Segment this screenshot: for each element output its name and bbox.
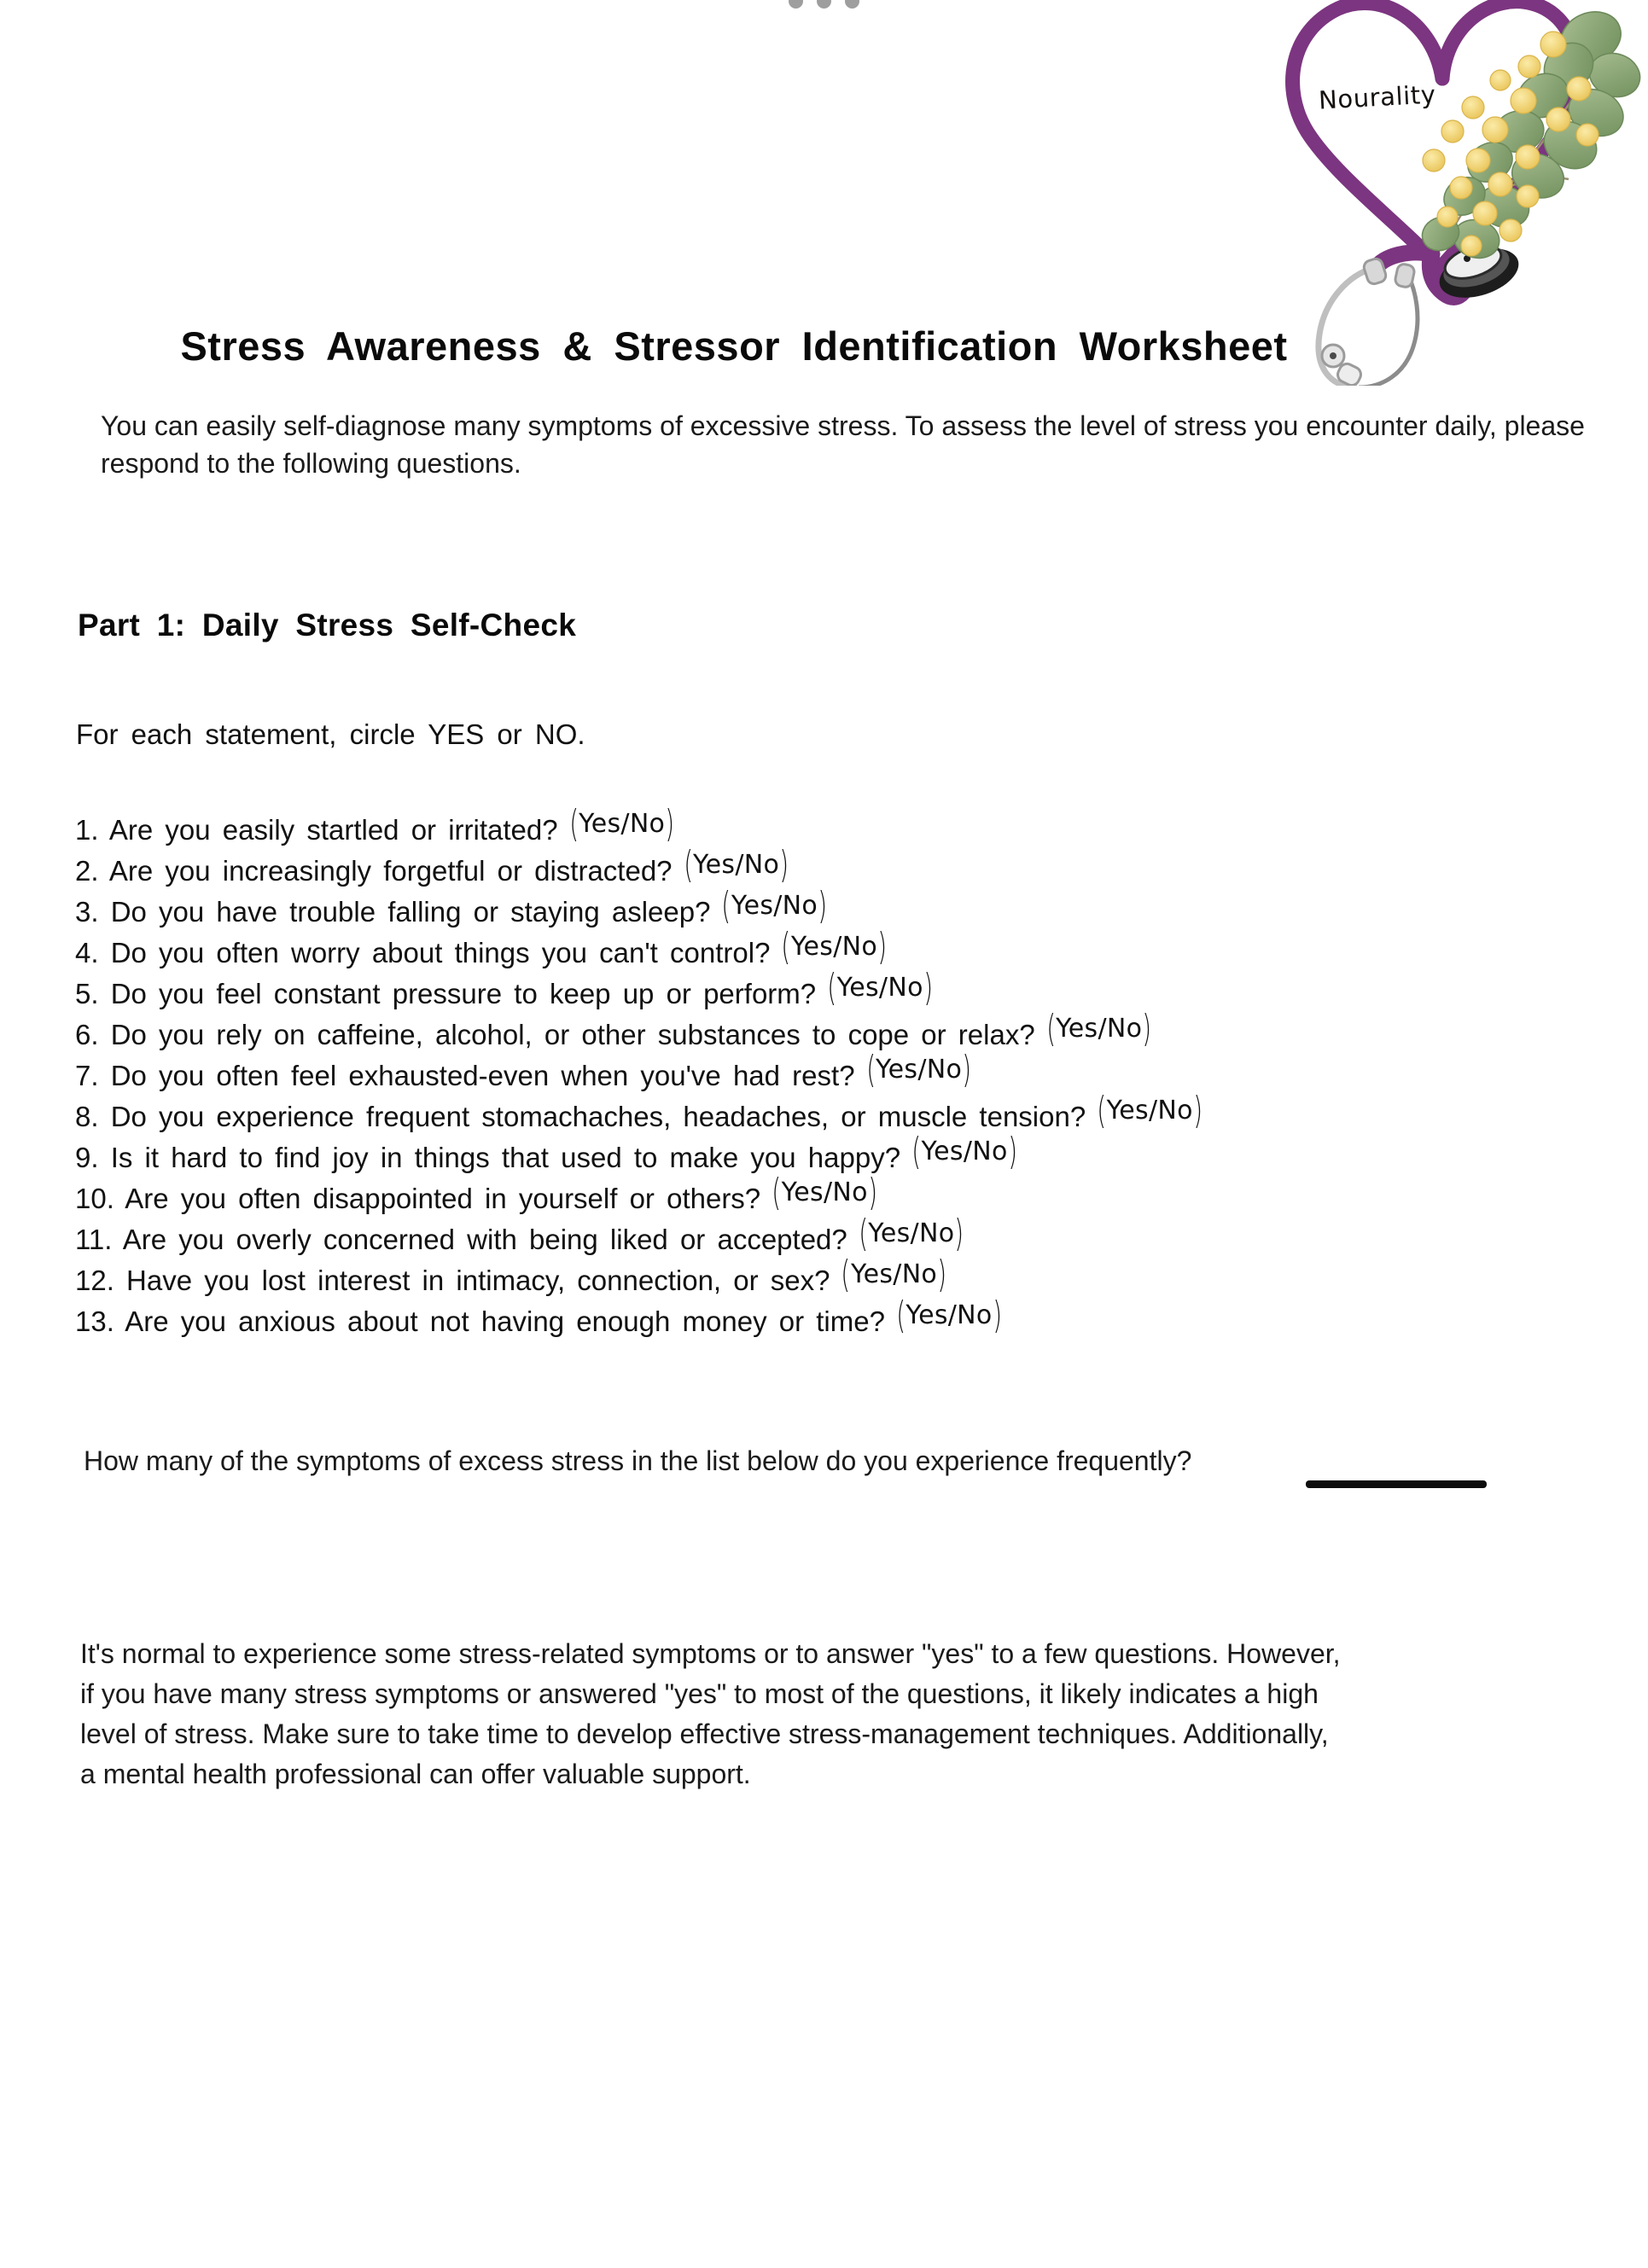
yes-no-option[interactable] <box>856 1209 967 1254</box>
yes-no-option[interactable] <box>681 840 792 886</box>
dot-3 <box>845 0 859 9</box>
question-row <box>75 1048 1611 1094</box>
paren-open: ( <box>1046 1007 1056 1050</box>
paren-open: ( <box>827 966 837 1009</box>
question-text: Do you have trouble falling or staying asleep? <box>98 896 711 928</box>
question-text: Do you often worry about things you can't control? <box>98 937 771 968</box>
question-text: Are you increasingly forgetful or distracted? <box>98 855 673 887</box>
closing-line: if you have many stress symptoms or answered "yes" to most of the questions, it likely indicates a high <box>80 1678 1319 1709</box>
question-text: Do you feel constant pressure to keep up or perform? <box>98 978 817 1009</box>
yes-no-label[interactable]: Yes/No <box>868 1218 955 1248</box>
question-number: 3. <box>75 896 99 928</box>
paren-open: ( <box>568 802 579 846</box>
question-number: 1. <box>75 814 99 846</box>
question-text: Are you overly concerned with being liked or accepted? <box>112 1224 847 1255</box>
yes-no-option[interactable] <box>1094 1086 1205 1131</box>
paren-open: ( <box>683 843 693 887</box>
paren-close: ) <box>1007 1130 1017 1173</box>
yes-no-option[interactable] <box>719 881 830 927</box>
heart-stethoscope-icon <box>1293 2 1576 298</box>
yes-no-option[interactable] <box>838 1250 949 1295</box>
question-row <box>75 1171 1611 1217</box>
closing-line: level of stress. Make sure to take time to develop effective stress-management techniques. Additionally, <box>80 1718 1329 1749</box>
question-number: 5. <box>75 978 99 1009</box>
yes-no-label[interactable]: Yes/No <box>579 809 666 839</box>
question-number: 6. <box>75 1019 99 1050</box>
question-number: 7. <box>75 1060 99 1091</box>
yes-no-label[interactable]: Yes/No <box>836 973 923 1003</box>
yes-no-option[interactable] <box>864 1045 975 1090</box>
stethoscope-chestpiece-icon <box>1433 239 1524 306</box>
paren-open: ( <box>781 925 791 968</box>
yes-no-label[interactable]: Yes/No <box>1056 1014 1143 1044</box>
yes-no-label[interactable]: Yes/No <box>876 1055 963 1085</box>
paren-close: ) <box>923 966 933 1009</box>
paren-open: ( <box>721 884 731 928</box>
question-row <box>75 1253 1611 1299</box>
question-number: 8. <box>75 1101 99 1132</box>
question-number: 10. <box>75 1183 114 1214</box>
question-row <box>75 1294 1611 1340</box>
yes-no-label[interactable]: Yes/No <box>906 1300 993 1330</box>
question-row <box>75 1007 1611 1053</box>
paren-close: ) <box>1193 1089 1203 1132</box>
page-indicator-dots <box>0 0 1648 9</box>
paren-close: ) <box>954 1212 964 1255</box>
part1-heading: Part 1: Daily Stress Self-Check <box>78 608 577 643</box>
closing-paragraph <box>80 1634 1531 1794</box>
question-number: 11. <box>75 1224 113 1255</box>
paren-close: ) <box>868 1171 877 1214</box>
paren-open: ( <box>1097 1089 1107 1132</box>
question-number: 9. <box>75 1142 99 1173</box>
question-number: 4. <box>75 937 99 968</box>
yes-no-label[interactable]: Yes/No <box>731 891 818 921</box>
question-number: 2. <box>75 855 99 887</box>
part1-instruction: For each statement, circle YES or NO. <box>76 718 585 750</box>
intro-paragraph: You can easily self-diagnose many symptoms of excessive stress. To assess the level of stress you encounter daily, please respond to the following questions. <box>101 410 1585 479</box>
yes-no-option[interactable] <box>778 922 889 968</box>
question-list <box>75 802 1611 1340</box>
question-text: Do you rely on caffeine, alcohol, or other substances to cope or relax? <box>98 1019 1035 1050</box>
question-row <box>75 1089 1611 1135</box>
brand-name: Nourality <box>1318 79 1437 115</box>
question-text: Do you experience frequent stomachaches, headaches, or muscle tension? <box>98 1101 1086 1132</box>
yes-no-option[interactable] <box>824 963 935 1009</box>
question-number: 12. <box>75 1265 114 1296</box>
floral-sprig-icon <box>1417 3 1645 264</box>
paren-open: ( <box>772 1171 782 1214</box>
yes-no-option[interactable] <box>567 800 678 845</box>
paren-close: ) <box>665 802 675 846</box>
yes-no-label[interactable]: Yes/No <box>921 1137 1008 1166</box>
yes-no-label[interactable]: Yes/No <box>1106 1096 1193 1125</box>
question-text: Are you anxious about not having enough money or time? <box>114 1306 885 1337</box>
question-row <box>75 843 1611 889</box>
yes-no-label[interactable]: Yes/No <box>790 932 878 962</box>
paren-open: ( <box>896 1294 906 1337</box>
symptom-count-answer-blank[interactable] <box>1306 1480 1487 1488</box>
yes-no-option[interactable] <box>894 1291 1005 1336</box>
dot-2 <box>817 0 831 9</box>
paren-close: ) <box>937 1253 947 1296</box>
question-text: Do you often feel exhausted-even when you've had rest? <box>98 1060 855 1091</box>
question-text: Are you often disappointed in yourself or others? <box>114 1183 761 1214</box>
paren-open: ( <box>865 1048 876 1091</box>
paren-close: ) <box>818 884 828 928</box>
paren-open: ( <box>841 1253 851 1296</box>
paren-open: ( <box>911 1130 922 1173</box>
question-text: Is it hard to find joy in things that used to make you happy? <box>98 1142 901 1173</box>
yes-no-option[interactable] <box>909 1127 1020 1172</box>
closing-line: It's normal to experience some stress-related symptoms or to answer "yes" to a few questions. However, <box>80 1638 1341 1669</box>
paren-close: ) <box>877 925 888 968</box>
page-title: Stress Awareness & Stressor Identification Worksheet <box>180 323 1288 369</box>
question-row <box>75 966 1611 1012</box>
question-text: Have you lost interest in intimacy, connection, or sex? <box>114 1265 830 1296</box>
paren-close: ) <box>1142 1007 1152 1050</box>
yes-no-option[interactable] <box>1044 1004 1155 1050</box>
closing-line: a mental health professional can offer valuable support. <box>80 1759 751 1789</box>
yes-no-label[interactable]: Yes/No <box>850 1259 938 1289</box>
question-number: 13. <box>75 1306 114 1337</box>
paren-close: ) <box>779 843 789 887</box>
paren-close: ) <box>992 1294 1002 1337</box>
question-text: Are you easily startled or irritated? <box>98 814 558 846</box>
paren-close: ) <box>962 1048 972 1091</box>
dot-1 <box>789 0 803 9</box>
question-row <box>75 802 1611 848</box>
symptom-count-question: How many of the symptoms of excess stress in the list below do you experience frequently? <box>84 1445 1192 1476</box>
yes-no-label[interactable]: Yes/No <box>781 1178 868 1207</box>
yes-no-option[interactable] <box>769 1168 880 1213</box>
paren-open: ( <box>859 1212 868 1255</box>
yes-no-label[interactable]: Yes/No <box>693 850 780 880</box>
